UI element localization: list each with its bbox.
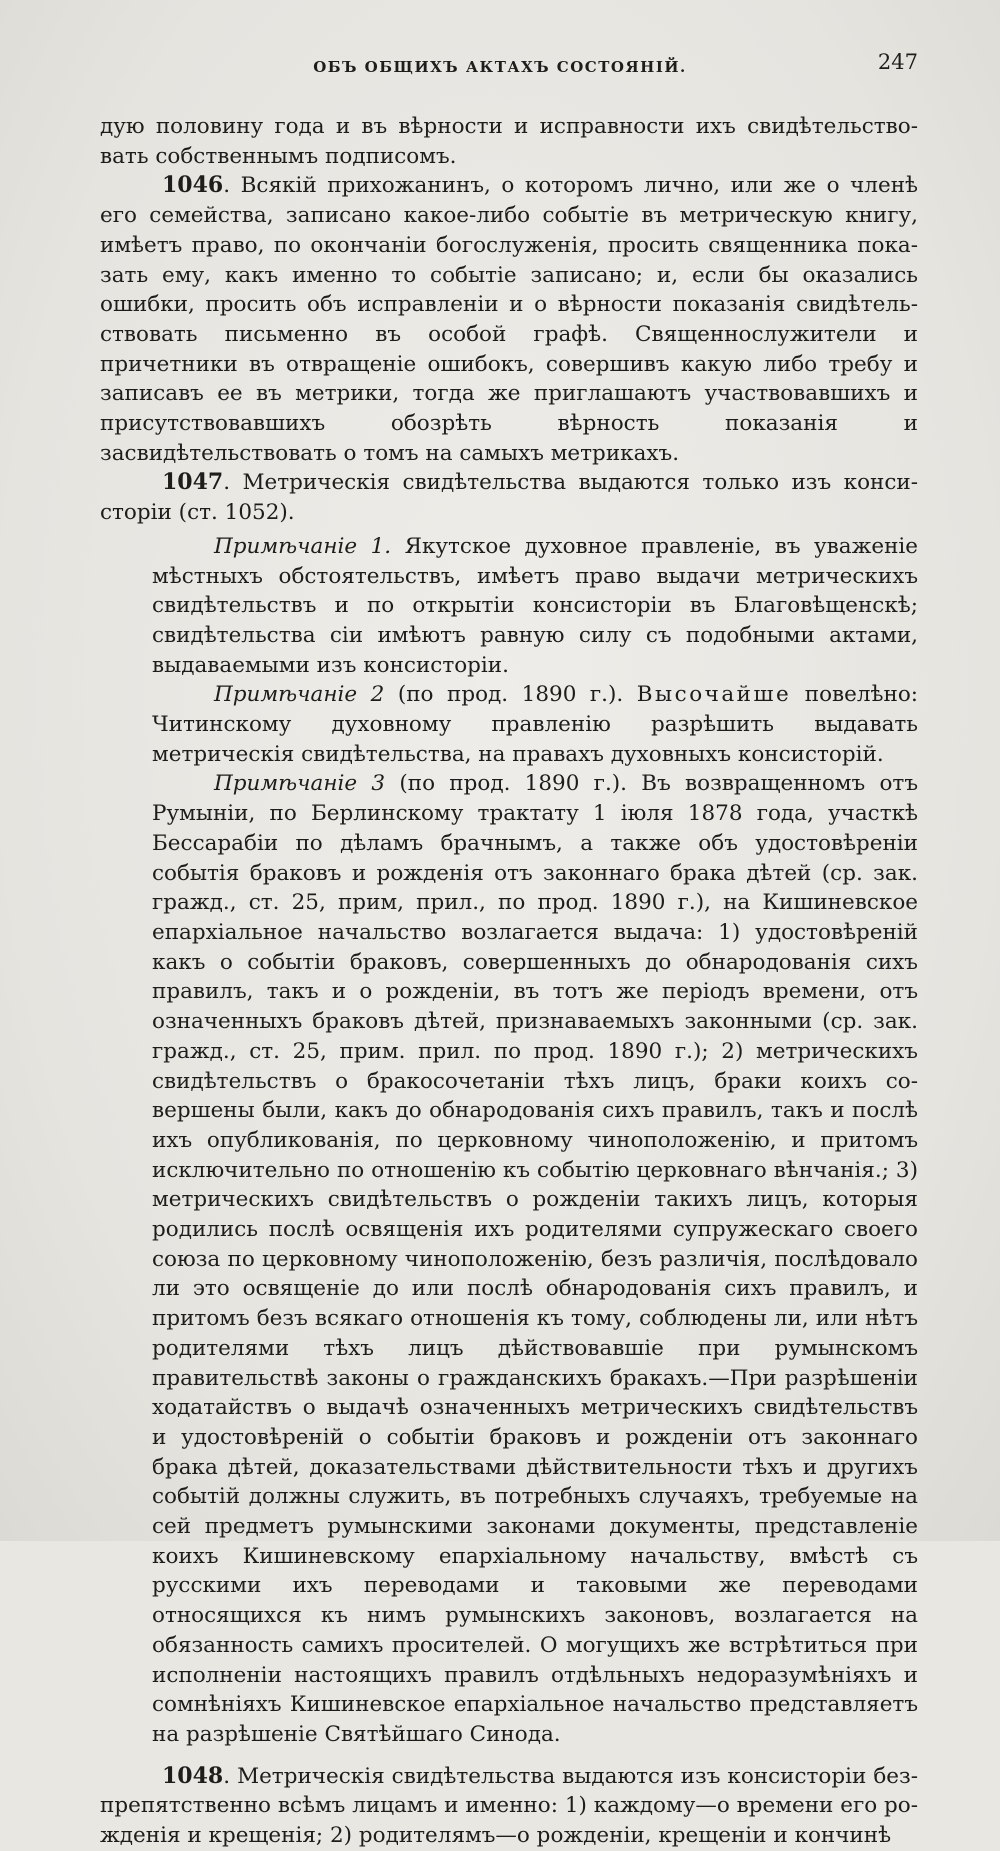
note-2	[100, 680, 918, 769]
page-number: 247	[877, 50, 918, 74]
note-text: повелѣно: Читинскому духовному правленію разрѣшить выдавать метрическія свидѣтельства, на правахъ духовныхъ консисторій.	[152, 682, 919, 767]
article-number: 1048	[162, 1762, 224, 1789]
note-label: Примѣчаніе 2	[214, 682, 385, 708]
note-text: (по прод. 1890 г.). Въ возвращенномъ отъ Румыніи, по Берлинскому трактату 1 іюля 1878 года, участкѣ Бессарабіи по дѣламъ брачнымъ, а также объ удостовѣреніи событія браковъ и рожденія отъ законнаго брака дѣтей (ср. зак. гражд., ст. 25, прим, прил., по прод. 1890 г.), на Кишиневское епархіальное начальство возлагается выдача: 1) удостовѣреній какъ о событіи браковъ, совершенныхъ до обнародованія сихъ правилъ, такъ и о рожденіи, въ тотъ же періодъ времени, отъ означенныхъ браковъ дѣтей, признаваемыхъ законными (ср. зак. гражд., ст. 25, прим. прил. по прод. 1890 г.); 2) метрическихъ свидѣтельствъ о бракосочетаніи тѣхъ лицъ, браки коихъ совершены были, какъ до обнародованія сихъ правилъ, такъ и послѣ ихъ опубликованія, по церковному чиноположенію, и притомъ исключительно по отношенію къ событію церковнаго вѣнчанія.; 3) метрическихъ свидѣтельствъ о рожденіи такихъ лицъ, которыя родились послѣ освященія ихъ родителями супружескаго своего союза по церковному чиноположенію, безъ различія, послѣдовало ли это освященіе до или послѣ обнародованія сихъ правилъ, и притомъ безъ всякаго отношенія къ тому, соблюдены ли, или нѣтъ родителями тѣхъ лицъ дѣйствовавшіе при румынскомъ правительствѣ законы о гражданскихъ бракахъ.—При разрѣшеніи ходатайствъ о выдачѣ означенныхъ метрическихъ свидѣтельствъ и удостовѣреній о событіи браковъ и рожденіи отъ законнаго брака дѣтей, доказательствами дѣйствительности тѣхъ и другихъ событій должны служить, въ потребныхъ случаяхъ, требуемые на сей предметъ румынскими законами документы, представленіе коихъ Кишиневскому епархіальному начальству, вмѣстѣ съ русскими ихъ переводами и таковыми же переводами относящихся къ нимъ румынскихъ законовъ, возлагается на обязанность самихъ просителей. О могущихъ же встрѣтиться при исполненіи настоящихъ правилъ отдѣльныхъ недоразумѣніяхъ и сомнѣніяхъ Кишиневское епархіальное начальство представляетъ на разрѣшеніе Святѣйшаго Синода.	[152, 771, 919, 1747]
note-1	[100, 532, 918, 681]
note-text: Якутское духовное правленіе, въ уваженіе мѣстныхъ обстоятельствъ, имѣетъ право выдачи метрическихъ свидѣтельствъ и по открытіи консисторіи въ Благовѣщенскѣ; свидѣтельства сіи имѣютъ равную силу съ подобными актами, выдаваемыми изъ консисторіи.	[152, 533, 918, 678]
article-text: . Метрическія свидѣтельства выдаются изъ консисторіи безпрепятственно всѣмъ лицамъ и именно: 1) каждому—о времени его рожденія и крещенія; 2) родителямъ—о рожденіи, крещеніи и кончинѣ	[100, 1763, 918, 1849]
article-text: . Всякій прихожанинъ, о которомъ лично, или же о членѣ его семейства, записано какое-либо событіе въ метрическую книгу, имѣетъ право, по окончаніи богослуженія, просить священника показать ему, какъ именно то событіе записано; и, если бы оказались ошибки, просить объ исправленіи и о вѣрности показанія свидѣтельствовать письменно въ особой графѣ. Священнослужители и причетники въ отвращеніе ошибокъ, совершивъ какую либо требу и записавъ ее въ метрики, тогда же приглашаютъ участвовавшихъ и присутствовавшихъ обозрѣть вѣрность показанія и засвидѣтельствовать о томъ на самыхъ метрикахъ.	[100, 173, 918, 466]
article-1048	[100, 1762, 918, 1851]
note-text: (по прод. 1890 г.).	[384, 682, 637, 708]
article-number: 1047	[162, 469, 224, 496]
article-number: 1046	[162, 172, 224, 199]
notes-block	[100, 532, 918, 1750]
note-3	[100, 769, 918, 1749]
continuation-paragraph: дую половину года и въ вѣрности и исправности ихъ свидѣтельствовать собственнымъ подписомъ.	[100, 114, 918, 169]
note-spaced-word: Высочайше	[636, 682, 792, 708]
page-body	[100, 112, 918, 1851]
article-1047	[100, 468, 918, 527]
running-header: ОБЪ ОБЩИХЪ АКТАХЪ СОСТОЯНІЙ.	[313, 58, 687, 76]
note-label: Примѣчаніе 1.	[214, 533, 392, 559]
article-1046	[100, 171, 918, 468]
note-label: Примѣчаніе 3	[214, 771, 386, 797]
article-text: . Метрическія свидѣтельства выдаются только изъ консисторіи (ст. 1052).	[100, 470, 918, 526]
